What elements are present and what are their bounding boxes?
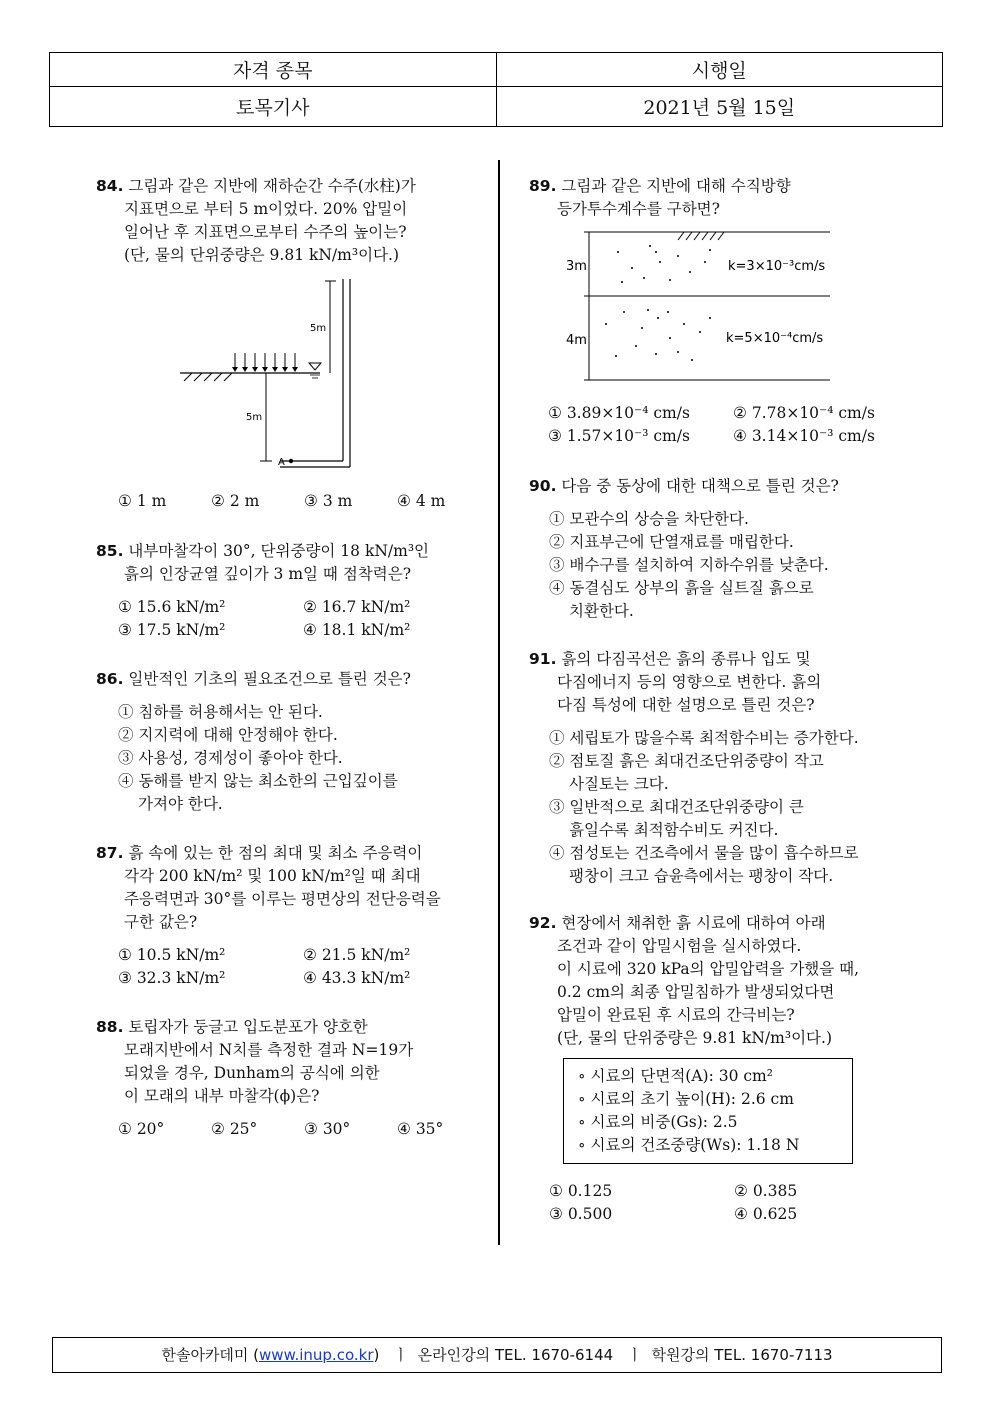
option[interactable]: ① 1 m bbox=[118, 492, 167, 510]
option[interactable]: ② 16.7 kN/m² bbox=[303, 598, 411, 616]
question-text: 이 시료에 320 kPa의 압밀압력을 가했을 때, bbox=[557, 960, 860, 978]
option[interactable]: ① 20° bbox=[118, 1120, 165, 1138]
question-text: 흙의 다짐곡선은 흙의 종류나 입도 및 bbox=[561, 650, 811, 668]
question-text: 주응력면과 30°를 이루는 평면상의 전단응력을 bbox=[124, 890, 441, 908]
option[interactable]: ③ 17.5 kN/m² bbox=[118, 621, 226, 639]
footer-contacts: ) ㅣ 온라인강의 TEL. 1670-6144 ㅣ 학원강의 TEL. 1670-7113 bbox=[373, 1346, 833, 1364]
q84-figure bbox=[180, 275, 360, 475]
option[interactable]: ③ 3 m bbox=[304, 492, 353, 510]
question-text: 흙의 인장균열 깊이가 3 m일 때 점착력은? bbox=[124, 565, 412, 583]
conditions-box bbox=[563, 1058, 853, 1164]
question-88 bbox=[96, 1016, 476, 1141]
q84-fig-point: A bbox=[278, 457, 285, 468]
option[interactable]: ④ 4 m bbox=[397, 492, 446, 510]
question-91 bbox=[529, 648, 929, 888]
question-text: 그림과 같은 지반에 대해 수직방향 bbox=[561, 177, 791, 195]
question-text: 일어난 후 지표면으로부터 수주의 높이는? bbox=[124, 223, 407, 241]
question-text: 현장에서 채취한 흙 시료에 대하여 아래 bbox=[561, 914, 826, 932]
option[interactable]: ④ 3.14×10⁻³ cm/s bbox=[733, 427, 875, 445]
question-note: (단, 물의 단위중량은 9.81 kN/m³이다.) bbox=[557, 1029, 832, 1047]
option[interactable]: ③ 1.57×10⁻³ cm/s bbox=[548, 427, 690, 445]
question-text: 압밀이 완료된 후 시료의 간극비는? bbox=[557, 1006, 795, 1024]
question-86 bbox=[96, 668, 476, 816]
footer bbox=[52, 1337, 942, 1373]
question-90 bbox=[529, 475, 929, 623]
header-col2-title: 시행일 bbox=[496, 53, 943, 87]
condition-item: ∘ 시료의 비중(Gs): 2.5 bbox=[578, 1113, 738, 1131]
option[interactable]: ② 25° bbox=[211, 1120, 258, 1138]
condition-item: ∘ 시료의 초기 높이(H): 2.6 cm bbox=[578, 1090, 794, 1108]
option[interactable]: ④ 동해를 받지 않는 최소한의 근입깊이를 bbox=[118, 772, 398, 790]
column-divider bbox=[498, 160, 500, 1245]
option[interactable]: ③ 배수구를 설치하여 지하수위를 낮춘다. bbox=[549, 556, 829, 574]
option[interactable]: ② 7.78×10⁻⁴ cm/s bbox=[733, 404, 875, 422]
question-number: 90. bbox=[529, 477, 557, 495]
option[interactable]: ③ 32.3 kN/m² bbox=[118, 969, 226, 987]
q89-layer1-thickness: 3m bbox=[566, 259, 587, 274]
q89-figure bbox=[560, 228, 840, 388]
option[interactable]: ③ 일반적으로 최대건조단위중량이 큰 bbox=[549, 798, 804, 816]
option[interactable]: ④ 0.625 bbox=[734, 1205, 798, 1223]
question-89 bbox=[529, 175, 929, 221]
question-text: 등가투수계수를 구하면? bbox=[557, 200, 720, 218]
option-continued: 치환한다. bbox=[569, 602, 634, 620]
question-number: 84. bbox=[96, 177, 124, 195]
q84-options bbox=[118, 490, 478, 513]
question-text: 지표면으로 부터 5 m이었다. 20% 압밀이 bbox=[124, 200, 408, 218]
question-text: 토립자가 둥글고 입도분포가 양호한 bbox=[128, 1018, 368, 1036]
option[interactable]: ① 침하를 허용해서는 안 된다. bbox=[118, 703, 323, 721]
q89-layer1-k: k=3×10⁻³cm/s bbox=[728, 259, 826, 274]
question-text: 구한 값은? bbox=[124, 913, 198, 931]
question-text: 다짐 특성에 대한 설명으로 틀린 것은? bbox=[557, 696, 815, 714]
question-text: 0.2 cm의 최종 압밀침하가 발생되었다면 bbox=[557, 983, 835, 1001]
question-number: 85. bbox=[96, 542, 124, 560]
condition-item: ∘ 시료의 건조중량(Ws): 1.18 N bbox=[578, 1136, 800, 1154]
option[interactable]: ④ 43.3 kN/m² bbox=[303, 969, 411, 987]
option[interactable]: ③ 사용성, 경제성이 좋아야 한다. bbox=[118, 749, 343, 767]
option[interactable]: ① 3.89×10⁻⁴ cm/s bbox=[548, 404, 690, 422]
option-continued: 가져야 한다. bbox=[138, 795, 223, 813]
question-87 bbox=[96, 842, 486, 990]
condition-item: ∘ 시료의 단면적(A): 30 cm² bbox=[578, 1067, 773, 1085]
question-text: 일반적인 기초의 필요조건으로 틀린 것은? bbox=[128, 670, 411, 688]
question-text: 다짐에너지 등의 영향으로 변한다. 흙의 bbox=[557, 673, 822, 691]
question-text: 그림과 같은 지반에 재하순간 수주(水柱)가 bbox=[128, 177, 416, 195]
option[interactable]: ② 지지력에 대해 안정해야 한다. bbox=[118, 726, 338, 744]
option[interactable]: ② 21.5 kN/m² bbox=[303, 946, 411, 964]
option[interactable]: ② 지표부근에 단열재료를 매립한다. bbox=[549, 533, 794, 551]
header-table bbox=[49, 52, 943, 127]
question-note: (단, 물의 단위중량은 9.81 kN/m³이다.) bbox=[124, 246, 399, 264]
q89-layer2-thickness: 4m bbox=[566, 333, 587, 348]
question-text: 되었을 경우, Dunham의 공식에 의한 bbox=[124, 1064, 380, 1082]
option[interactable]: ① 15.6 kN/m² bbox=[118, 598, 226, 616]
option[interactable]: ① 10.5 kN/m² bbox=[118, 946, 226, 964]
question-text: 모래지반에서 N치를 측정한 결과 N=19가 bbox=[124, 1041, 414, 1059]
option[interactable]: ② 0.385 bbox=[734, 1182, 798, 1200]
option-continued: 흙일수록 최적함수비도 커진다. bbox=[569, 821, 779, 839]
footer-link[interactable]: www.inup.co.kr bbox=[259, 1346, 374, 1364]
question-number: 89. bbox=[529, 177, 557, 195]
option-continued: 팽창이 크고 습윤측에서는 팽창이 작다. bbox=[569, 867, 834, 885]
option[interactable]: ③ 0.500 bbox=[549, 1205, 613, 1223]
question-84 bbox=[96, 175, 476, 267]
q84-fig-label: 5m bbox=[246, 412, 263, 423]
header-col1-title: 자격 종목 bbox=[50, 53, 497, 87]
question-text: 각각 200 kN/m² 및 100 kN/m²일 때 최대 bbox=[124, 867, 421, 885]
option[interactable]: ① 모관수의 상승을 차단한다. bbox=[549, 510, 749, 528]
option-continued: 사질토는 크다. bbox=[569, 775, 669, 793]
question-text: 흙 속에 있는 한 점의 최대 및 최소 주응력이 bbox=[128, 844, 423, 862]
q89-options bbox=[548, 402, 928, 448]
option[interactable]: ③ 30° bbox=[304, 1120, 351, 1138]
question-number: 88. bbox=[96, 1018, 124, 1036]
question-number: 91. bbox=[529, 650, 557, 668]
option[interactable]: ④ 동결심도 상부의 흙을 실트질 흙으로 bbox=[549, 579, 814, 597]
option[interactable]: ② 점토질 흙은 최대건조단위중량이 작고 bbox=[549, 752, 824, 770]
question-number: 86. bbox=[96, 670, 124, 688]
header-col2-value: 2021년 5월 15일 bbox=[496, 87, 943, 127]
svg-text:5m: 5m bbox=[310, 323, 327, 334]
option[interactable]: ② 2 m bbox=[211, 492, 260, 510]
question-text: 조건과 같이 압밀시험을 실시하였다. bbox=[557, 937, 802, 955]
option[interactable]: ④ 점성토는 건조측에서 물을 많이 흡수하므로 bbox=[549, 844, 859, 862]
question-number: 87. bbox=[96, 844, 124, 862]
question-text: 내부마찰각이 30°, 단위중량이 18 kN/m³인 bbox=[128, 542, 430, 560]
footer-academy: 한솔아카데미 ( bbox=[161, 1346, 260, 1364]
q89-layer2-k: k=5×10⁻⁴cm/s bbox=[726, 331, 824, 346]
option[interactable]: ④ 35° bbox=[397, 1120, 444, 1138]
question-number: 92. bbox=[529, 914, 557, 932]
question-text: 이 모래의 내부 마찰각(ϕ)은? bbox=[124, 1087, 320, 1105]
question-92 bbox=[529, 912, 939, 1226]
option[interactable]: ④ 18.1 kN/m² bbox=[303, 621, 411, 639]
option[interactable]: ① 세립토가 많을수록 최적함수비는 증가한다. bbox=[549, 729, 859, 747]
header-col1-value: 토목기사 bbox=[50, 87, 497, 127]
question-text: 다음 중 동상에 대한 대책으로 틀린 것은? bbox=[561, 477, 839, 495]
option[interactable]: ① 0.125 bbox=[549, 1182, 613, 1200]
question-85 bbox=[96, 540, 476, 642]
